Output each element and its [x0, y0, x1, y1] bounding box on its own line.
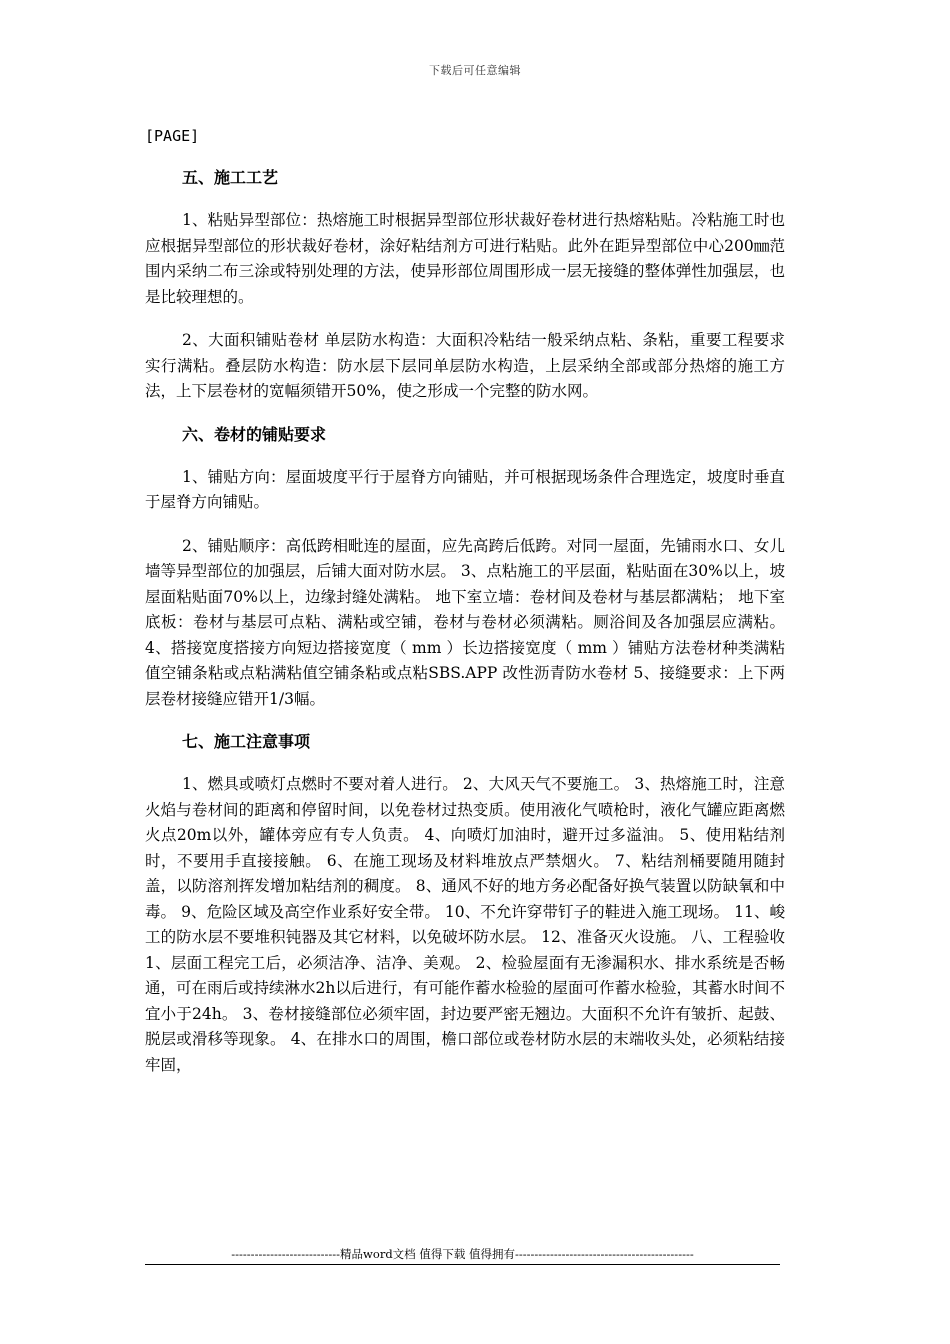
page-header-note: 下载后可任意编辑 — [429, 64, 521, 77]
section-heading: 六、卷材的铺贴要求 — [182, 424, 327, 444]
paragraph: 1、燃具或喷灯点燃时不要对着人进行。 2、大风天气不要施工。 3、热熔施工时，注意火焰与卷材间的距离和停留时间，以免卷材过热变质。使用液化气喷枪时，液化气罐应距离燃火点20m以外，罐体旁应有专人负责。 4、向喷灯加油时，避开过多溢油。 5、使用粘结剂时，不要用手直接接触。 6、在施工现场及材料堆放点严禁烟火。 7、粘结剂桶要随用随封盖，以防溶剂挥发增加粘结剂的稠度。 8、通风不好的地方务必配备好换气装置以防缺氧和中毒。 9、危险区域及高空作业系好安全带。 10、不允许穿带钉子的鞋进入施工现场。 11、峻工的防水层不要堆积钝器及其它材料，以免破坏防水层。 12、准备灭火设施。 八、工程验收 1、层面工程完工后，必须洁净、洁净、美观。 2、检验屋面有无渗漏积水、排水系统是否畅通，可在雨后或持续淋水2h以后进行，有可能作蓄水检验的屋面可作蓄水检验，其蓄水时间不宜小于24h。 3、卷材接缝部位必须牢固，封边要严密无翘边。大面积不允许有皱折、起鼓、脱层或滑移等现象。 4、在排水口的周围，檐口部位或卷材防水层的末端收头处，必须粘结接牢固， — [145, 775, 785, 1074]
document-body — [145, 124, 785, 1096]
paragraph: 2、铺贴顺序：高低跨相毗连的屋面，应先高跨后低跨。对同一屋面，先铺雨水口、女儿墙等异型部位的加强层，后铺大面对防水层。 3、点粘施工的平层面，粘贴面在30%以上，坡屋面粘贴面70%以上，边缘封缝处满粘。 地下室立墙：卷材间及卷材与基层都满粘； 地下室底板：卷材与基层可点粘、满粘或空铺，卷材与卷材必须满粘。厕浴间及各加强层应满粘。 4、搭接宽度搭接方向短边搭接宽度（ mm ）长边搭接宽度（ mm ）铺贴方法卷材种类满粘值空铺条粘或点粘满粘值空铺条粘或点粘SBS.APP 改性沥青防水卷材 5、接缝要求：上下两层卷材接缝应错开1/3幅。 — [145, 536, 785, 708]
footer-divider — [145, 1264, 780, 1265]
section-laying-requirements — [145, 423, 785, 713]
page-footer-text: ----------------------------精品word文档 值得下载 值得拥有---------------------------------------------- — [231, 1247, 694, 1261]
page-marker: [PAGE] — [145, 127, 200, 145]
section-construction-process — [145, 166, 785, 405]
paragraph: 1、铺贴方向：屋面坡度平行于屋脊方向铺贴，并可根据现场条件合理选定，坡度时垂直于屋脊方向铺贴。 — [145, 467, 785, 511]
paragraph: 1、粘贴异型部位：热熔施工时根据异型部位形状裁好卷材进行热熔粘贴。冷粘施工时也应根据异型部位的形状裁好卷材，涂好粘结剂方可进行粘贴。此外在距异型部位中心200㎜范围内采纳二布三涂或特别处理的方法，使异形部位周围形成一层无接缝的整体弹性加强层，也是比较理想的。 — [145, 211, 785, 306]
section-heading: 七、施工注意事项 — [182, 732, 311, 751]
paragraph: 2、大面积铺贴卷材 单层防水构造：大面积冷粘结一般采纳点粘、条粘，重要工程要求实行满粘。叠层防水构造：防水层下层同单层防水构造，上层采纳全部或部分热熔的施工方法，上下层卷材的宽幅须错开50%，使之形成一个完整的防水网。 — [145, 331, 785, 400]
section-heading: 五、施工工艺 — [182, 168, 279, 187]
section-construction-notes — [145, 730, 785, 1078]
